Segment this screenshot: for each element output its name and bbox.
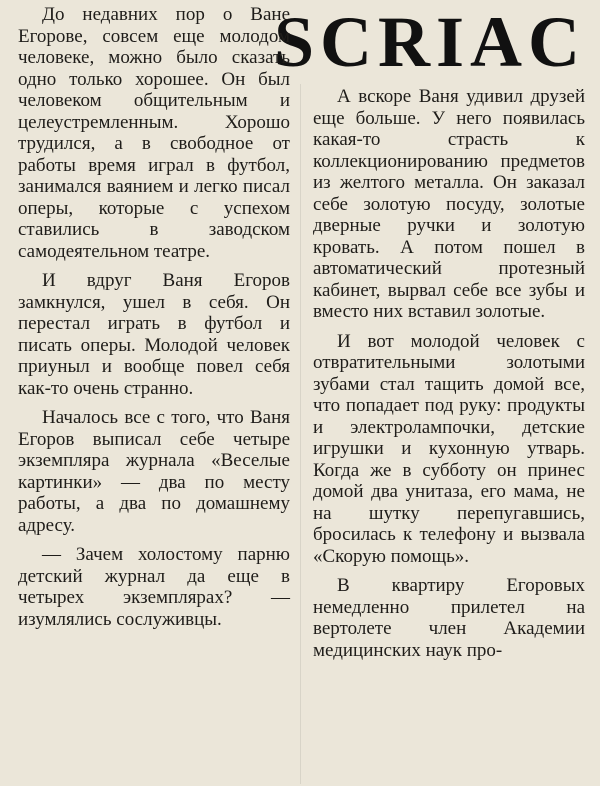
right-column (313, 86, 585, 669)
paragraph: И вдруг Ваня Егоров замкнулся, ушел в себя. Он перестал играть в футбол и писать оперы. Молодой человек приуныл и вообще повел себя как-то очень странно. (18, 270, 290, 399)
paragraph: В квартиру Егоровых немедленно прилетел на вертолете член Академии медицинских наук про- (313, 575, 585, 661)
paragraph: До недавних пор о Ване Егорове, совсем еще молодом человеке, можно было сказать одно только хорошее. Он был человеком общительным и целеустремленным. Хорошо трудился, а в свободное от работы время играл в футбол, занимался ваянием и легко писал оперы, которые с успехом ставились в заводском самодеятельном театре. (18, 4, 290, 262)
paragraph: Началось все с того, что Ваня Егоров выписал себе четыре экземпляра журнала «Веселые картинки» — два по месту работы, а два по домашнему адресу. (18, 407, 290, 536)
paragraph: И вот молодой человек с отвратительными золотыми зубами стал тащить домой все, что попадает под руку: продукты и электролампочки, детские игрушки и кухонную утварь. Когда же в субботу он принес домой два унитаза, его мама, не на шутку перепугавшись, бросилась к телефону и вызвала «Скорую помощь». (313, 330, 585, 567)
column-divider (300, 84, 301, 784)
left-column (18, 4, 290, 638)
article-heading: SCRIAC (274, 2, 587, 82)
paragraph: — Зачем холостому парню детский журнал да еще в четырех экземплярах? — изумлялись сослуживцы. (18, 544, 290, 630)
paragraph: А вскоре Ваня удивил друзей еще больше. У него появилась какая-то страсть к коллекционированию предметов из желтого металла. Он заказал себе золотую посуду, золотые дверные ручки и золотую кровать. А потом пошел в автоматический протезный кабинет, вырвал себе все зубы и вместо них вставил золотые. (313, 86, 585, 322)
